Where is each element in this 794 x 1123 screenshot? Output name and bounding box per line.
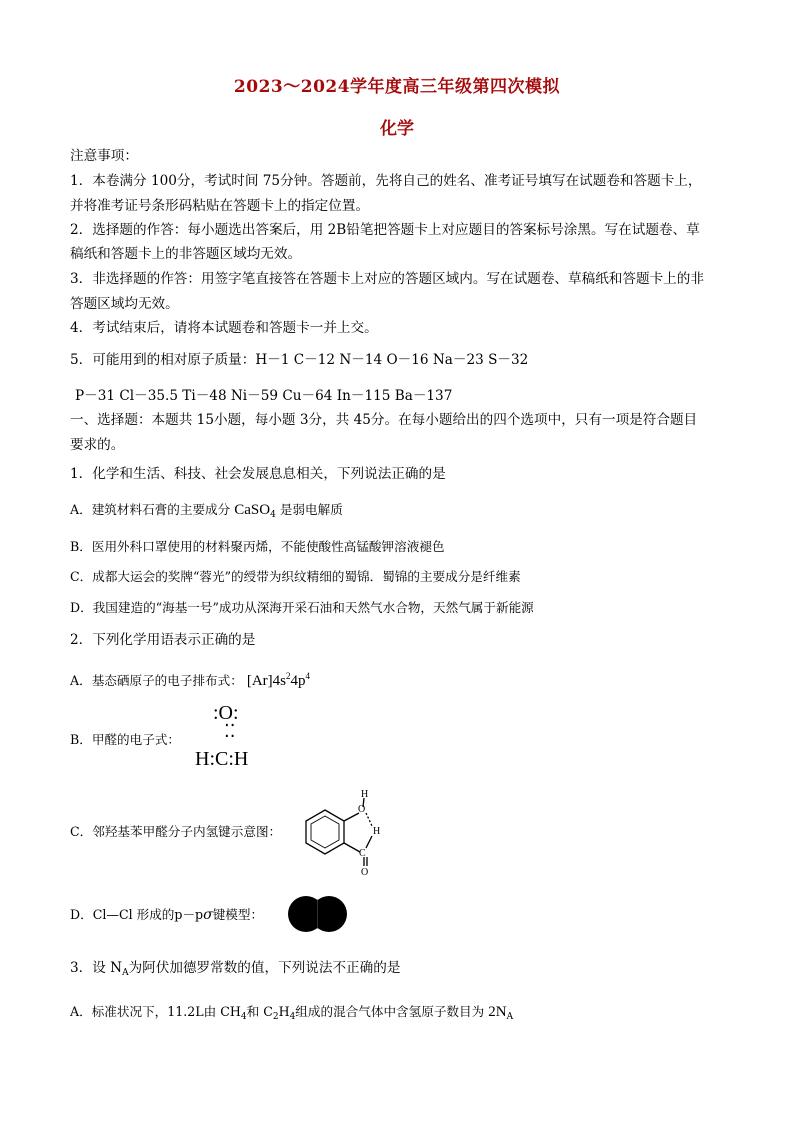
label-o2: O — [361, 867, 369, 878]
q2-a-core: [Ar]4s — [246, 673, 286, 689]
note-4: 4．考试结束后，请将本试题卷和答题卡一并上交。 — [70, 320, 378, 336]
q3-a-pre: A．标准状况下，11.2L由 CH — [70, 1004, 241, 1019]
p-orbital-right — [311, 896, 347, 932]
q2-d-text: D．Cl—Cl 形成的p－p — [70, 907, 204, 922]
note-2a: 2．选择题的作答：每小题选出答案后，用 2B铅笔把答题卡上对应题目的答案标号涂黑。写在试题卷、草 — [70, 222, 700, 238]
q1-a-formula: CaSO — [234, 502, 271, 518]
q3-stem — [70, 958, 400, 983]
q3-a-mid2: H — [278, 1004, 290, 1019]
exam-title: 2023～2024学年度高三年级第四次模拟 — [233, 77, 561, 97]
q2-a-sup1: 2 — [286, 671, 291, 681]
q2-option-b: B．甲醛的电子式： — [70, 732, 181, 747]
note-5b: P－31 Cl－35.5 Ti－48 Ni－59 Cu－64 In－115 Ba－137 — [75, 388, 453, 404]
q3-a-s4: A — [506, 1012, 514, 1022]
note-1b: 并将准考证号条形码粘贴在答题卡上的指定位置。 — [70, 198, 370, 214]
q3-a-s3: 4 — [289, 1012, 296, 1022]
o-hydroxybenzaldehyde-structure — [296, 786, 396, 882]
label-o1: O — [358, 804, 366, 815]
section-1-instruction-a: 一、选择题：本题共 15小题，每小题 3分，共 45分。在每小题给出的四个选项中，只有一项是符合题目 — [70, 412, 698, 428]
q1-option-a — [70, 500, 343, 525]
note-5a: 5．可能用到的相对原子质量：H－1 C－12 N－14 O－16 Na－23 S－32 — [70, 352, 529, 368]
q1-stem: 1．化学和生活、科技、社会发展息息相关，下列说法正确的是 — [70, 466, 446, 482]
c-cho-bond — [344, 843, 360, 852]
q3-stem-sub: A — [122, 968, 129, 978]
notes-heading: 注意事项： — [70, 148, 138, 164]
q2-option-d — [70, 905, 263, 925]
formaldehyde-lewis-top: :O: — [213, 702, 239, 724]
hydrogen-bond — [366, 813, 372, 826]
formaldehyde-lewis-pair: ⁚⁚ — [224, 721, 236, 741]
q3-option-a — [70, 1002, 513, 1027]
formaldehyde-lewis-bottom: H:C:H — [195, 748, 249, 770]
q3-a-s1: 4 — [240, 1012, 247, 1022]
q3-a-value: 2N — [488, 1004, 507, 1020]
q1-option-d: D．我国建造的“海基一号”成功从深海开采石油和天然气水合物，天然气属于新能源 — [70, 600, 534, 615]
benzene-inner-ring — [311, 816, 339, 848]
q2-a-text: A．基态硒原子的电子排布式： — [70, 673, 243, 688]
q2-option-c: C．邻羟基苯甲醛分子内氢键示意图： — [70, 824, 282, 839]
sigma-bond-model — [286, 894, 350, 934]
label-h1: H — [361, 789, 369, 800]
q1-option-c: C．成都大运会的奖牌“蓉光”的绶带为织纹精细的蜀锦．蜀锦的主要成分是纤维素 — [70, 569, 521, 584]
q2-a-mid: 4p — [290, 673, 306, 689]
q2-stem: 2．下列化学用语表示正确的是 — [70, 632, 256, 648]
q2-option-a — [70, 666, 310, 691]
sigma-symbol: σ — [203, 907, 213, 923]
note-3a: 3．非选择题的作答：用签字笔直接答在答题卡上对应的答题区域内。写在试题卷、草稿纸和答题卡上的非 — [70, 271, 704, 287]
q3-a-mid3: 组成的混合气体中含氢原子数目为 — [295, 1004, 485, 1019]
q3-a-mid1: 和 C — [246, 1004, 273, 1019]
q3-a-s2: 2 — [272, 1012, 279, 1022]
c-h-bond — [366, 836, 372, 848]
q1-a-text: A．建筑材料石膏的主要成分 — [70, 502, 231, 517]
benzene-ring — [306, 810, 344, 854]
section-1-instruction-b: 要求的。 — [70, 437, 125, 453]
q2-a-sup2: 4 — [305, 671, 310, 681]
q3-stem-post: 为阿伏加德罗常数的值，下列说法不正确的是 — [128, 960, 401, 976]
note-2b: 稿纸和答题卡上的非答题区域均无效。 — [70, 246, 302, 262]
q3-stem-pre: 3．设 N — [70, 960, 123, 976]
q1-option-b: B．医用外科口罩使用的材料聚丙烯，不能使酸性高锰酸钾溶液褪色 — [70, 539, 445, 554]
q2-a-formula — [247, 673, 310, 689]
q2-d-tail: 键模型： — [212, 907, 264, 922]
c-o-bond — [344, 813, 359, 821]
q1-a-sub: 4 — [270, 510, 276, 520]
label-h2: H — [373, 826, 381, 837]
q1-a-tail: 是弱电解质 — [279, 502, 343, 517]
note-3b: 答题区域均无效。 — [70, 296, 179, 312]
note-1a: 1．本卷满分 100分，考试时间 75分钟。答题前，先将自己的姓名、准考证号填写在试题卷和答题卡上， — [70, 173, 702, 189]
label-c: C — [359, 848, 366, 859]
subject-title: 化学 — [380, 119, 414, 139]
